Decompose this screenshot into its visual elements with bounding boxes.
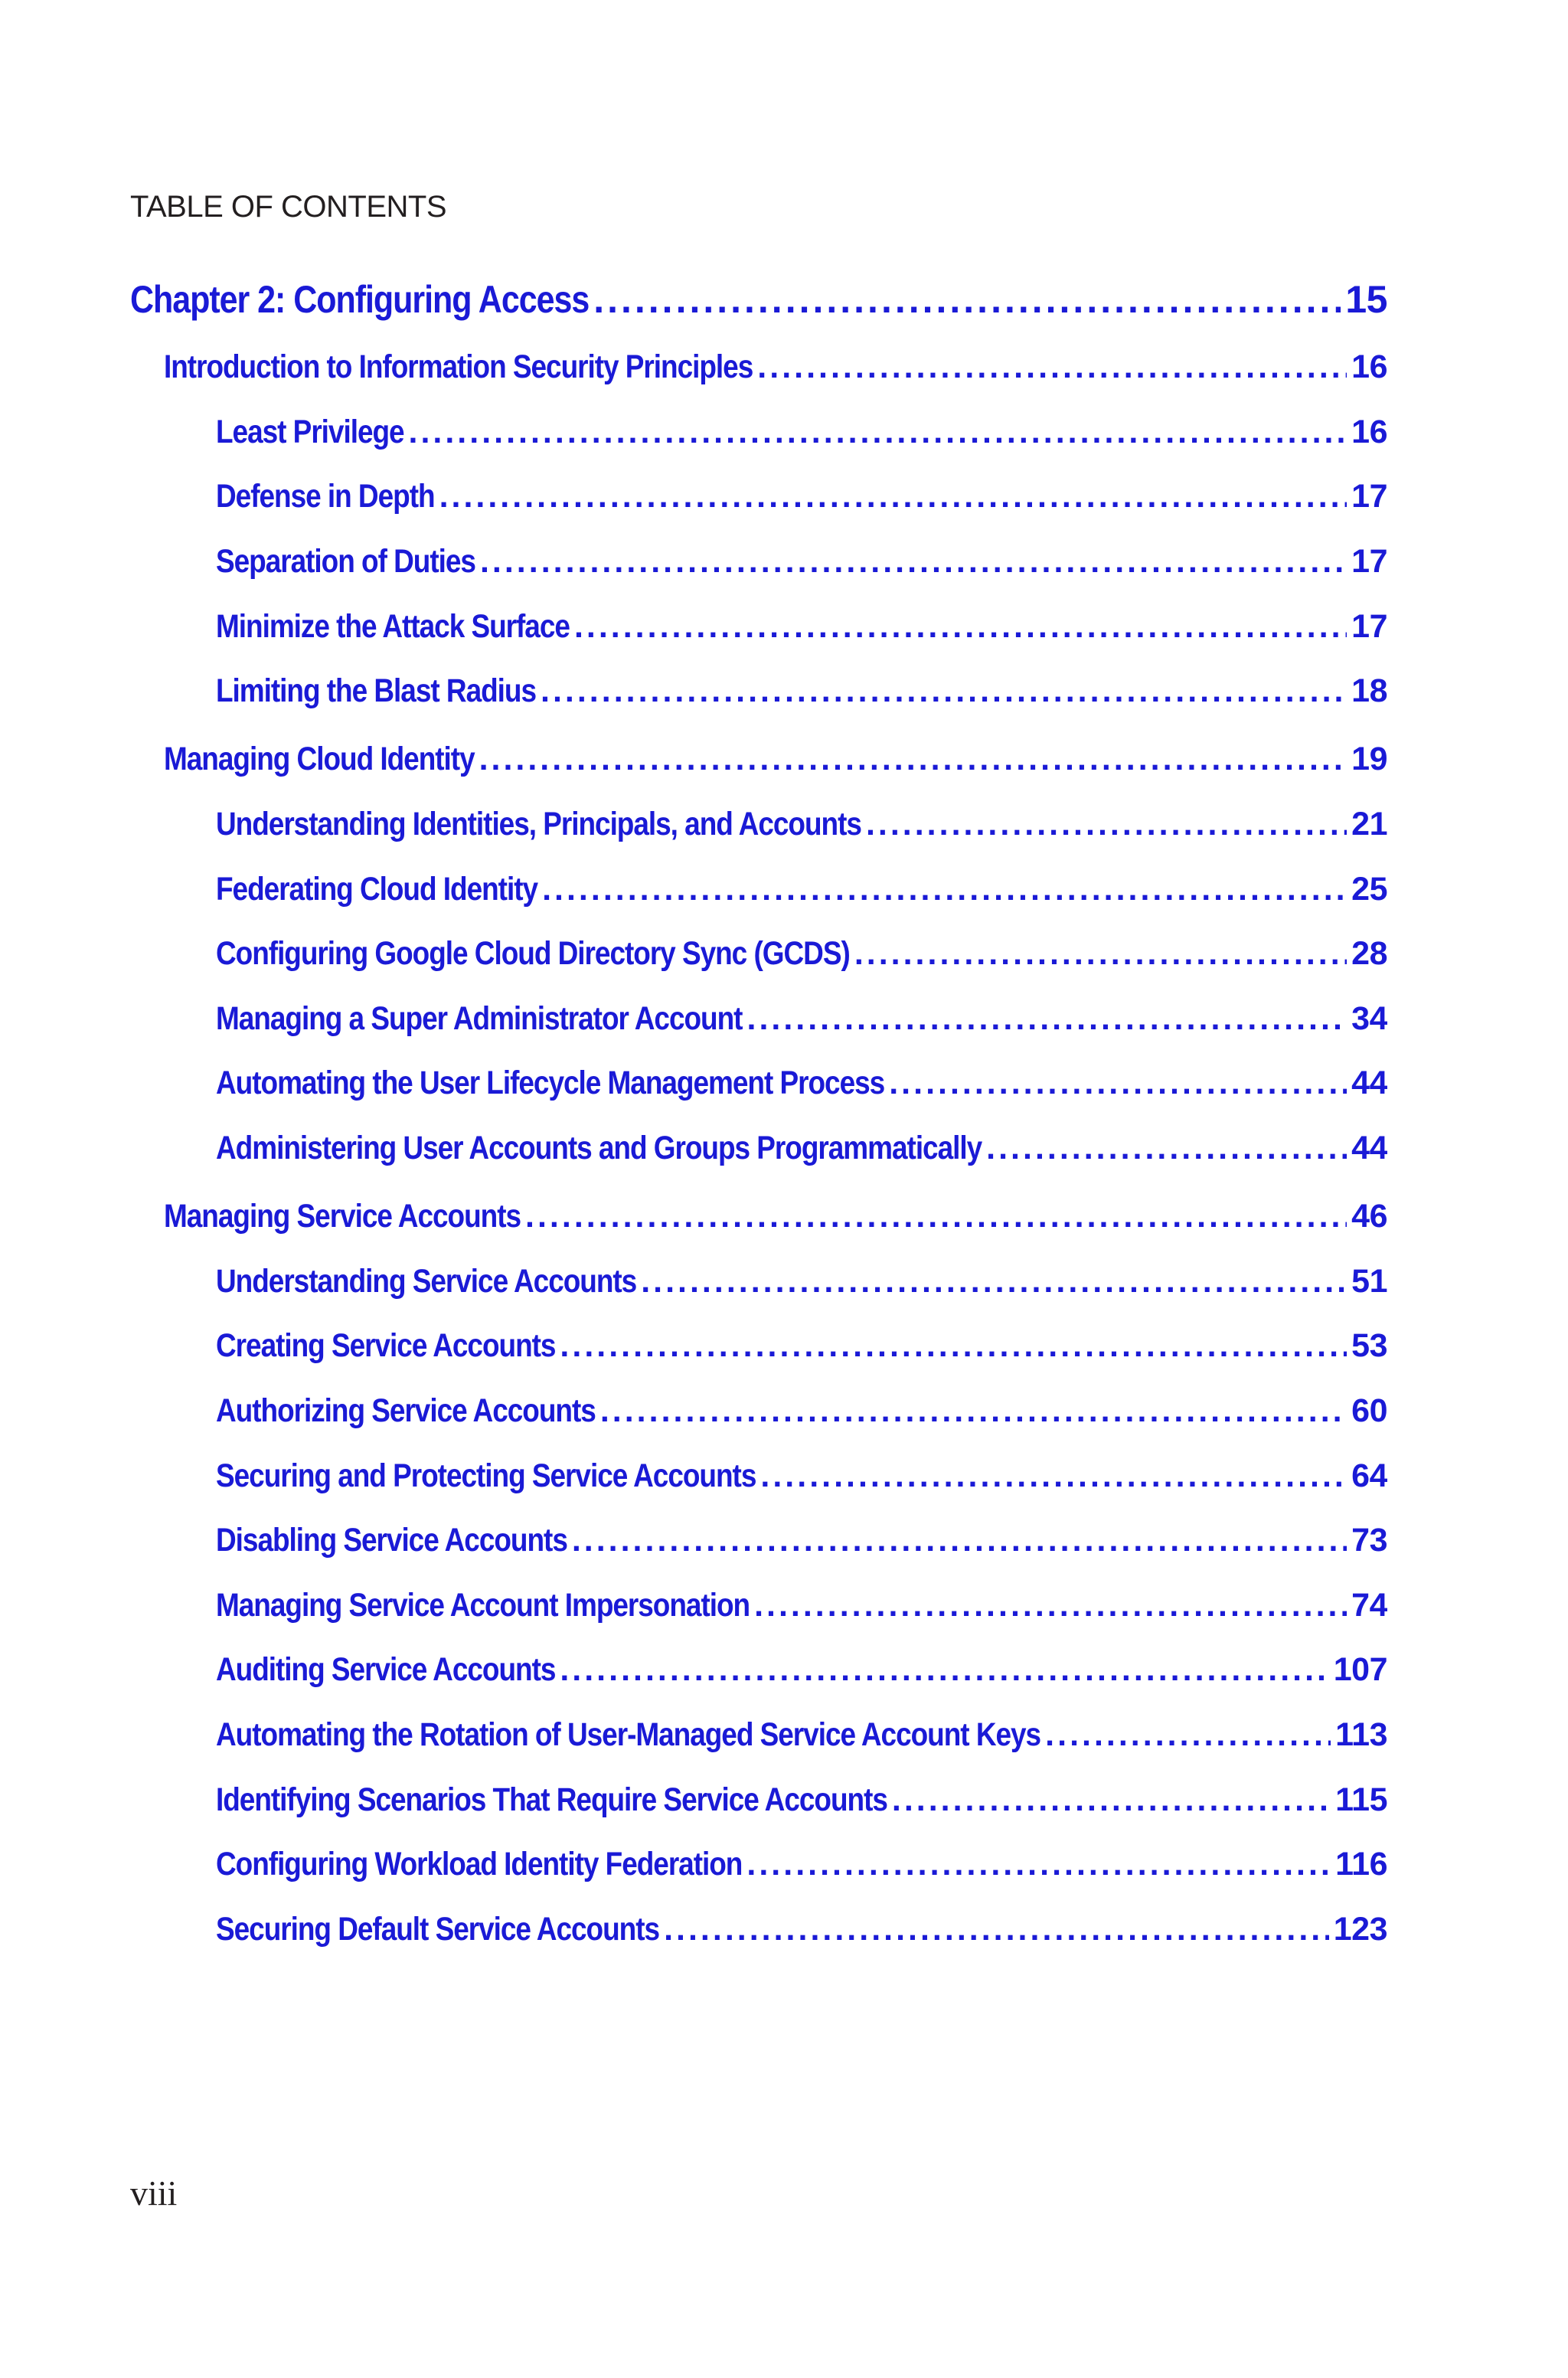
toc-subsection-entry[interactable] (216, 670, 1387, 711)
toc-dot-leader (600, 1390, 1347, 1431)
toc-subsection-entry[interactable] (216, 1909, 1387, 1950)
toc-section-entry[interactable] (164, 1196, 1387, 1237)
toc-entry-title: Separation of Duties (216, 543, 475, 580)
toc-subsection-entry[interactable] (216, 1390, 1387, 1431)
toc-entry-page-number: 17 (1351, 608, 1387, 645)
toc-dot-leader (664, 1909, 1329, 1950)
toc-dot-leader (479, 738, 1348, 780)
toc-subsection-entry[interactable] (216, 541, 1387, 582)
toc-dot-leader (560, 1649, 1328, 1690)
toc-section-entry[interactable] (164, 346, 1387, 388)
toc-entry-title: Chapter 2: Configuring Access (130, 278, 590, 321)
toc-entry-page-number: 17 (1351, 543, 1387, 580)
toc-entry-title: Configuring Workload Identity Federation (216, 1846, 743, 1882)
toc-subsection-entry[interactable] (216, 933, 1387, 974)
toc-entry-title: Federating Cloud Identity (216, 871, 538, 908)
toc-entry-page-number: 16 (1351, 414, 1387, 450)
toc-subsection-entry[interactable] (216, 1261, 1387, 1302)
toc-subsection-entry[interactable] (216, 1455, 1387, 1496)
toc-entry-page-number: 74 (1351, 1587, 1387, 1624)
toc-entry-title: Understanding Identities, Principals, and Accounts (216, 806, 861, 842)
toc-dot-leader (866, 803, 1347, 845)
toc-entry-page-number: 51 (1351, 1263, 1387, 1300)
toc-dot-leader (541, 670, 1347, 711)
toc-dot-leader (892, 1779, 1331, 1820)
toc-entry-page-number: 21 (1351, 806, 1387, 842)
toc-entry-title: Least Privilege (216, 414, 404, 450)
toc-entry-title: Configuring Google Cloud Directory Sync (GCDS) (216, 935, 850, 972)
toc-entry-title: Managing a Super Administrator Account (216, 1000, 743, 1037)
toc-dot-leader (1045, 1714, 1331, 1755)
toc-entry-page-number: 44 (1351, 1130, 1387, 1166)
toc-subsection-entry[interactable] (216, 803, 1387, 845)
toc-entry-title: Automating the Rotation of User-Managed Service Account Keys (216, 1716, 1041, 1753)
toc-subsection-entry[interactable] (216, 1843, 1387, 1885)
toc-entry-page-number: 46 (1351, 1198, 1387, 1235)
toc-subsection-entry[interactable] (216, 411, 1387, 453)
toc-dot-leader (439, 476, 1348, 517)
toc-dot-leader (560, 1325, 1347, 1366)
toc-entry-page-number: 17 (1351, 478, 1387, 515)
toc-entry-page-number: 113 (1335, 1716, 1387, 1753)
toc-entry-page-number: 34 (1351, 1000, 1387, 1037)
toc-entry-title: Authorizing Service Accounts (216, 1392, 596, 1429)
toc-dot-leader (542, 868, 1347, 910)
toc-subsection-entry[interactable] (216, 868, 1387, 910)
toc-dot-leader (760, 1455, 1347, 1496)
toc-subsection-entry[interactable] (216, 1325, 1387, 1366)
toc-subsection-entry[interactable] (216, 1714, 1387, 1755)
toc-entry-title: Introduction to Information Security Principles (164, 348, 753, 385)
toc-entry-page-number: 28 (1351, 935, 1387, 972)
toc-subsection-entry[interactable] (216, 1779, 1387, 1820)
toc-entry-title: Creating Service Accounts (216, 1327, 556, 1364)
running-head: TABLE OF CONTENTS (130, 190, 447, 224)
toc-dot-leader (409, 411, 1348, 453)
toc-entry-title: Understanding Service Accounts (216, 1263, 637, 1300)
toc-subsection-entry[interactable] (216, 1585, 1387, 1626)
toc-entry-title: Administering User Accounts and Groups Programmatically (216, 1130, 982, 1166)
toc-entry-title: Disabling Service Accounts (216, 1522, 567, 1559)
toc-dot-leader (754, 1585, 1347, 1626)
toc-entry-page-number: 60 (1351, 1392, 1387, 1429)
toc-dot-leader (593, 276, 1341, 323)
toc-entry-page-number: 107 (1333, 1651, 1387, 1688)
toc-dot-leader (747, 998, 1348, 1039)
toc-dot-leader (641, 1261, 1347, 1302)
toc-subsection-entry[interactable] (216, 1519, 1387, 1561)
toc-dot-leader (746, 1843, 1331, 1885)
toc-entry-title: Auditing Service Accounts (216, 1651, 556, 1688)
toc-dot-leader (757, 346, 1347, 388)
toc-dot-leader (480, 541, 1347, 582)
toc-entry-title: Identifying Scenarios That Require Service Accounts (216, 1781, 887, 1818)
toc-entry-page-number: 19 (1351, 741, 1387, 777)
toc-subsection-entry[interactable] (216, 476, 1387, 517)
toc-entry-title: Defense in Depth (216, 478, 435, 515)
toc-entry-title: Managing Service Accounts (164, 1198, 521, 1235)
toc-chapter-entry[interactable] (130, 276, 1387, 323)
toc-section-entry[interactable] (164, 738, 1387, 780)
toc-entry-page-number: 15 (1345, 278, 1387, 321)
toc-entry-title: Minimize the Attack Surface (216, 608, 570, 645)
toc-entry-title: Managing Service Account Impersonation (216, 1587, 750, 1624)
toc-entry-page-number: 16 (1351, 348, 1387, 385)
toc-subsection-entry[interactable] (216, 1127, 1387, 1169)
toc-dot-leader (572, 1519, 1347, 1561)
toc-dot-leader (574, 606, 1347, 647)
toc-entry-page-number: 73 (1351, 1522, 1387, 1559)
toc-dot-leader (889, 1062, 1347, 1104)
toc-entry-page-number: 18 (1351, 672, 1387, 709)
toc-entry-page-number: 44 (1351, 1065, 1387, 1101)
toc-entry-title: Limiting the Blast Radius (216, 672, 537, 709)
toc-subsection-entry[interactable] (216, 1062, 1387, 1104)
toc-entry-title: Securing Default Service Accounts (216, 1911, 660, 1948)
toc-entry-page-number: 115 (1335, 1781, 1387, 1818)
toc-entry-page-number: 64 (1351, 1457, 1387, 1494)
toc-entry-page-number: 25 (1351, 871, 1387, 908)
page-number-folio: viii (130, 2174, 178, 2213)
toc-entry-page-number: 116 (1335, 1846, 1387, 1882)
toc-subsection-entry[interactable] (216, 606, 1387, 647)
toc-dot-leader (854, 933, 1347, 974)
toc-dot-leader (525, 1196, 1347, 1237)
toc-subsection-entry[interactable] (216, 1649, 1387, 1690)
toc-subsection-entry[interactable] (216, 998, 1387, 1039)
toc-dot-leader (986, 1127, 1347, 1169)
toc-entry-page-number: 123 (1333, 1911, 1387, 1948)
toc-entry-title: Managing Cloud Identity (164, 741, 475, 777)
toc-entry-title: Securing and Protecting Service Accounts (216, 1457, 756, 1494)
toc-entry-page-number: 53 (1351, 1327, 1387, 1364)
toc-entry-title: Automating the User Lifecycle Management Process (216, 1065, 885, 1101)
